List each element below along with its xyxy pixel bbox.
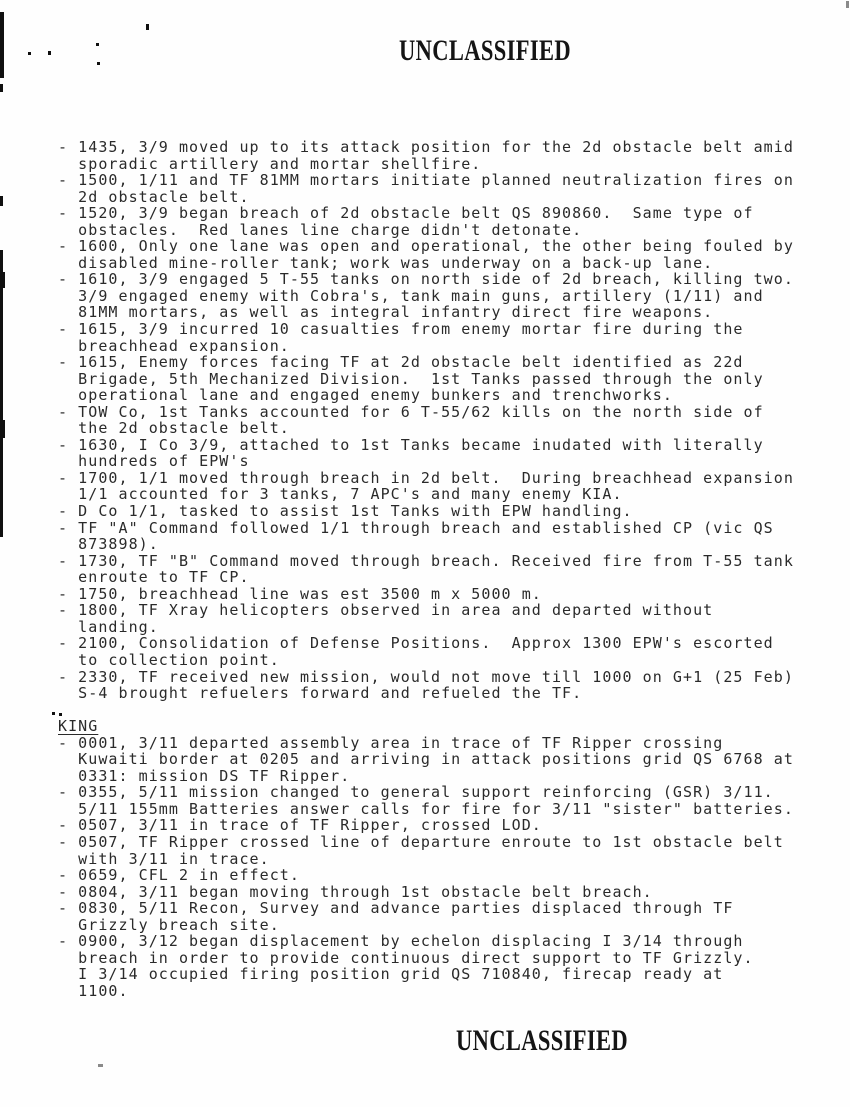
document-line: I 3/14 occupied firing position grid QS 710840, firecap ready at (58, 965, 724, 984)
document-line: - 2100, Consolidation of Defense Positions. Approx 1300 EPW's escorted (58, 634, 774, 653)
document-line: - TOW Co, 1st Tanks accounted for 6 T-55/62 kills on the north side of (58, 402, 764, 421)
section-heading-label: KING (58, 717, 99, 736)
document-line: - 1520, 3/9 began breach of 2d obstacle belt QS 890860. Same type of (58, 204, 754, 223)
document-line: breach in order to provide continuous direct support to TF Grizzly. (58, 948, 754, 967)
scan-artifact-left-blob (0, 272, 5, 288)
document-line: the 2d obstacle belt. (58, 419, 290, 438)
document-line: - 0507, TF Ripper crossed line of departure enroute to 1st obstacle belt (58, 832, 784, 851)
scan-artifact-left-tick (0, 196, 3, 206)
document-line: - 1700, 1/1 moved through breach in 2d belt. During breachhead expansion (58, 468, 794, 487)
document-line: 1/1 accounted for 3 tanks, 7 APC's and many enemy KIA. (58, 485, 623, 504)
document-line: Grizzly breach site. (58, 915, 280, 934)
document-line: - 0900, 3/12 began displacement by echelon displacing I 3/14 through (58, 932, 744, 951)
document-line: - 1630, I Co 3/9, attached to 1st Tanks became inudated with literally (58, 435, 764, 454)
scan-artifact-speck (96, 43, 99, 46)
scan-artifact-left-tick (0, 84, 3, 92)
document-line: - 1750, breachhead line was est 3500 m x 5000 m. (58, 584, 542, 603)
document-line: - 0830, 5/11 Recon, Survey and advance parties displaced through TF (58, 899, 734, 918)
document-section (58, 718, 818, 999)
scan-artifact-speck (98, 1064, 103, 1067)
document-line: to collection point. (58, 650, 280, 669)
classification-footer: UNCLASSIFIED (456, 1024, 629, 1057)
document-line: - 1800, TF Xray helicopters observed in area and departed without (58, 601, 714, 620)
document-line: disabled mine-roller tank; work was underway on a back-up lane. (58, 253, 714, 272)
scan-artifact-left-blob (0, 420, 5, 438)
document-line: - D Co 1/1, tasked to assist 1st Tanks with EPW handling. (58, 502, 633, 521)
document-line: 5/11 155mm Batteries answer calls for fire for 3/11 "sister" batteries. (58, 799, 794, 818)
scan-artifact-speck (97, 62, 100, 65)
document-line: - 0659, CFL 2 in effect. (58, 866, 300, 885)
document-line: 3/9 engaged enemy with Cobra's, tank main guns, artillery (1/11) and (58, 286, 764, 305)
document-line: 1100. (58, 981, 129, 1000)
document-line: - 0355, 5/11 mission changed to general support reinforcing (GSR) 3/11. (58, 783, 774, 802)
document-line: S-4 brought refuelers forward and refueled the TF. (58, 684, 583, 703)
document-line: obstacles. Red lanes line charge didn't detonate. (58, 220, 583, 239)
document-line: Brigade, 5th Mechanized Division. 1st Tanks passed through the only (58, 369, 764, 388)
document-line: enroute to TF CP. (58, 568, 250, 587)
document-line: - 1615, Enemy forces facing TF at 2d obstacle belt identified as 22d (58, 353, 744, 372)
document-line: - 1435, 3/9 moved up to its attack position for the 2d obstacle belt amid (58, 138, 794, 156)
classification-header: UNCLASSIFIED (399, 34, 572, 67)
scan-artifact-speck (52, 712, 55, 715)
document-line: - 1730, TF "B" Command moved through breach. Received fire from T-55 tank (58, 551, 794, 570)
document-line: Kuwaiti border at 0205 and arriving in attack positions grid QS 6768 at (58, 750, 794, 769)
document-section (58, 139, 818, 702)
document-line: - 0804, 3/11 began moving through 1st obstacle belt breach. (58, 882, 653, 901)
document-line: landing. (58, 617, 159, 636)
section-heading-king (58, 718, 818, 735)
scan-artifact-speck (59, 713, 62, 716)
document-line: operational lane and engaged enemy bunkers and trenchworks. (58, 386, 673, 405)
scan-artifact-left-bar (0, 250, 3, 537)
document-line: hundreds of EPW's (58, 452, 250, 471)
document-line: - 1600, Only one lane was open and operational, the other being fouled by (58, 237, 794, 256)
document-line: - 0001, 3/11 departed assembly area in trace of TF Ripper crossing (58, 733, 724, 752)
document-line: 2d obstacle belt. (58, 187, 250, 206)
scan-artifact-speck (28, 52, 31, 55)
scan-artifact-speck (846, 1, 849, 8)
document-line: breachhead expansion. (58, 336, 290, 355)
scan-artifact-speck (146, 24, 149, 30)
document-line: - 2330, TF received new mission, would not move till 1000 on G+1 (25 Feb) (58, 667, 794, 686)
document-line: - 1615, 3/9 incurred 10 casualties from enemy mortar fire during the (58, 320, 744, 339)
document-line: sporadic artillery and mortar shellfire. (58, 154, 482, 173)
document-line: 81MM mortars, as well as integral infantry direct fire weapons. (58, 303, 714, 322)
document-line: with 3/11 in trace. (58, 849, 270, 868)
scan-artifact-left-bar (0, 12, 4, 78)
document-body (58, 139, 818, 999)
document-line: - TF "A" Command followed 1/1 through breach and established CP (vic QS (58, 518, 774, 537)
document-line: 0331: mission DS TF Ripper. (58, 766, 351, 785)
document-line: - 0507, 3/11 in trace of TF Ripper, crossed LOD. (58, 816, 542, 835)
document-line: - 1610, 3/9 engaged 5 T-55 tanks on north side of 2d breach, killing two. (58, 270, 794, 289)
scan-artifact-speck (48, 51, 51, 55)
document-line: - 1500, 1/11 and TF 81MM mortars initiate planned neutralization fires on (58, 171, 794, 190)
document-line: 873898). (58, 535, 159, 554)
